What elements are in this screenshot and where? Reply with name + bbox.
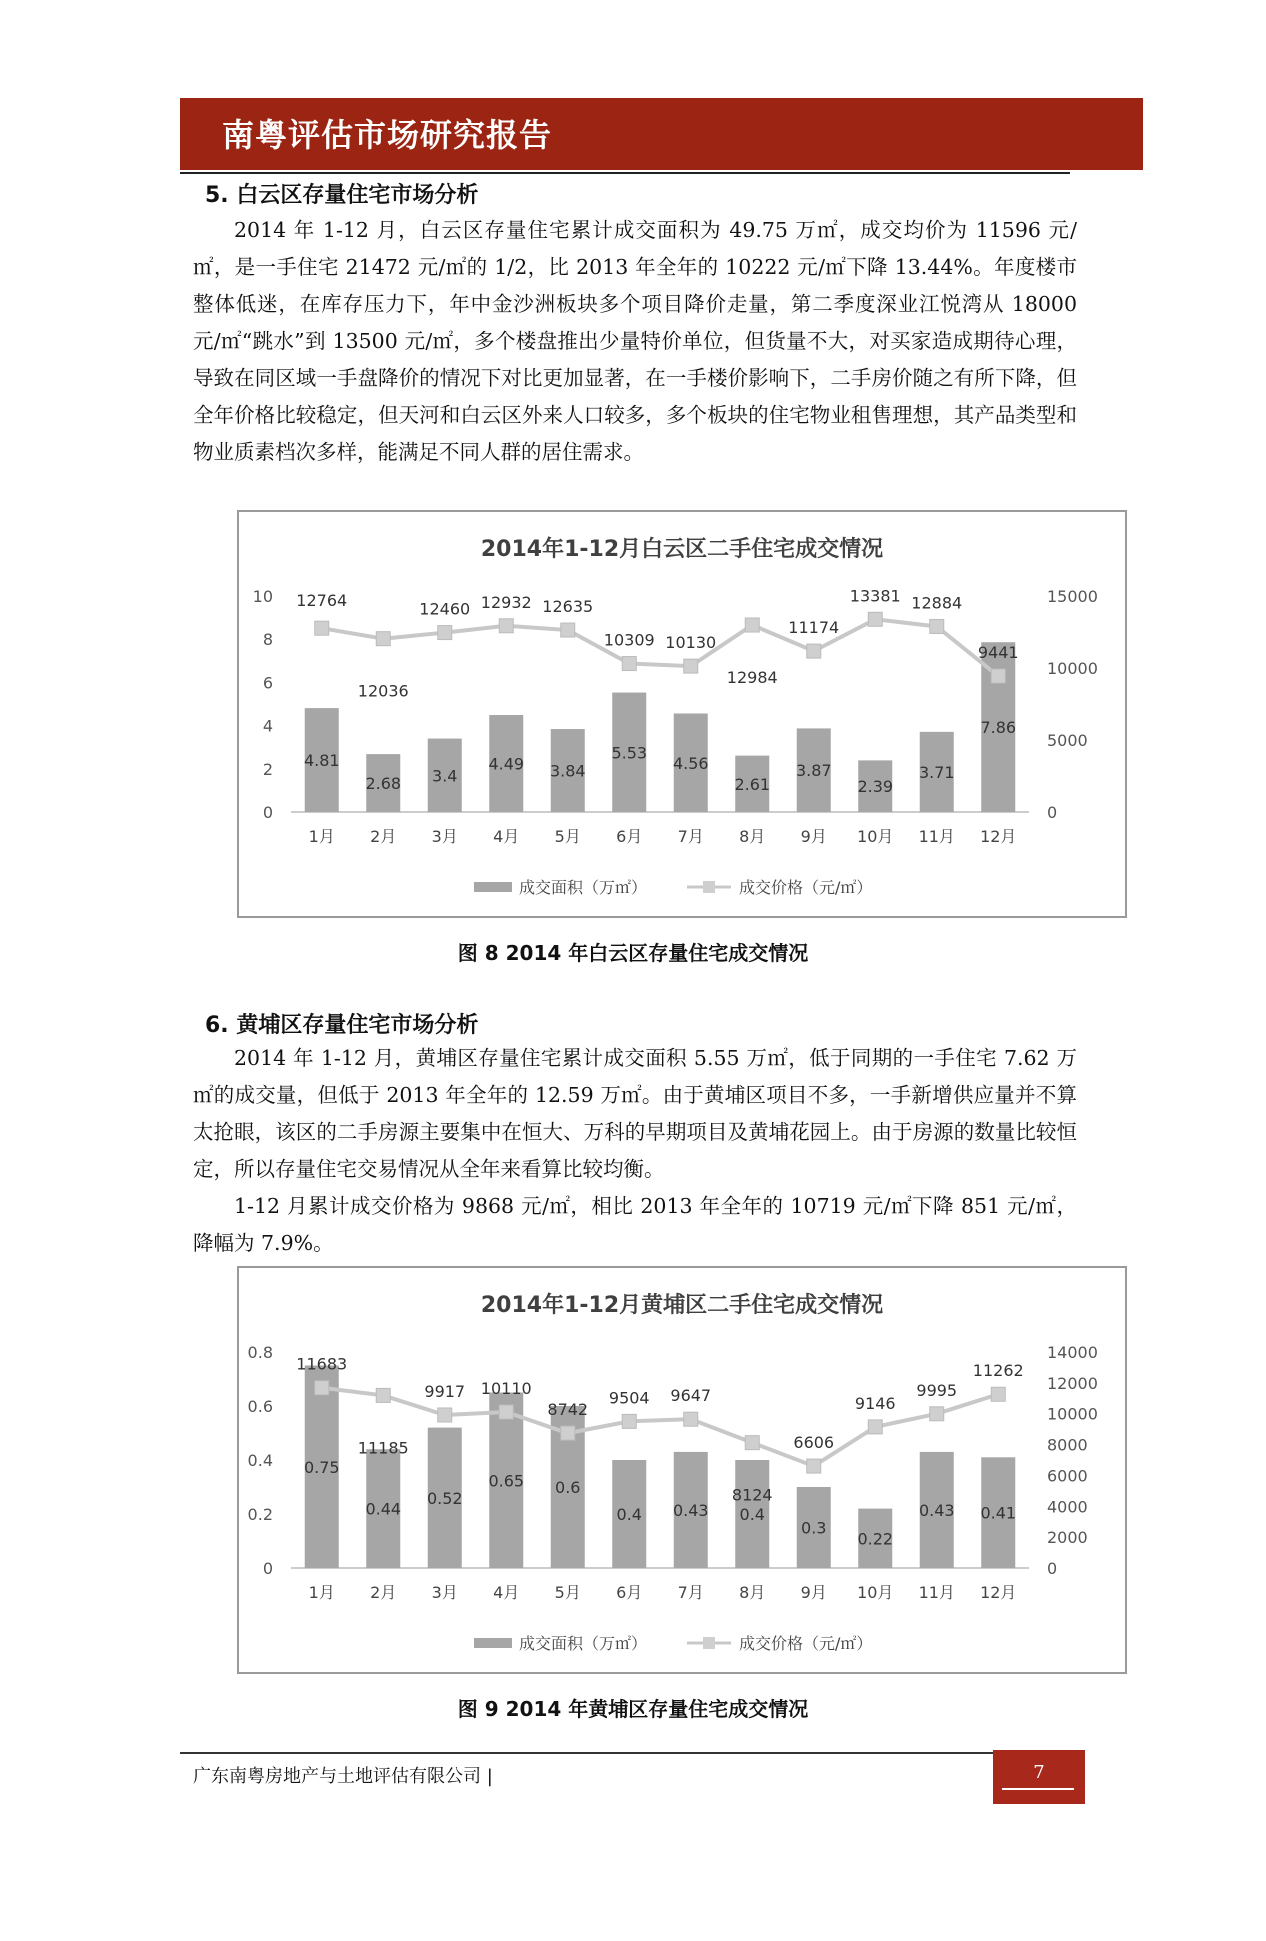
price-value-label: 12036 xyxy=(357,681,409,701)
page-number: 7 xyxy=(1033,1762,1045,1783)
price-marker xyxy=(991,669,1005,683)
y-right-tick-label: 5000 xyxy=(1047,731,1088,750)
y-left-tick-label: 0 xyxy=(262,803,273,822)
section6-heading: 6. 黄埔区存量住宅市场分析 xyxy=(205,1013,479,1038)
chart-title: 2014年1-12月黄埔区二手住宅成交情况 xyxy=(480,1293,884,1318)
section5-paragraph: 2014 年 1-12 月，白云区存量住宅累计成交面积为 49.75 万㎡，成交均价为 11596 元/㎡，是一手住宅 21472 元/㎡的 1/2，比 2013 年全年的 10222 元/㎡下降 13.44%。年度楼市整体低迷，在库存压力下，年中金沙洲板块多个项目降价走量，第二季度深业江悦湾从 18000 元/㎡“跳水”到 13500 元/㎡，多个楼盘推出少量特价单位，但货量不大，对买家造成期待心理，导致在同区域一手盘降价的情况下对比更加显著，在一手楼价影响下，二手房价随之有所下降，但全年价格比较稳定，但天河和白云区外来人口较多，多个板块的住宅物业租售理想，其产品类型和物业质素档次多样，能满足不同人群的居住需求。 xyxy=(193,218,1077,464)
x-tick-label: 3月 xyxy=(431,1583,458,1602)
price-line xyxy=(322,1388,999,1466)
price-value-label: 10130 xyxy=(665,633,717,653)
y-right-tick-label: 8000 xyxy=(1047,1435,1088,1455)
x-tick-label: 12月 xyxy=(980,827,1017,846)
x-tick-label: 2月 xyxy=(370,827,397,846)
bar-value-label: 2.39 xyxy=(857,777,894,797)
x-tick-label: 6月 xyxy=(616,1583,643,1602)
x-tick-label: 9月 xyxy=(800,827,827,846)
section5-body xyxy=(193,212,1077,471)
bar-value-label: 3.87 xyxy=(795,761,832,781)
bar-value-label: 3.84 xyxy=(549,761,586,781)
price-marker xyxy=(438,626,452,640)
section6-paragraph-1: 2014 年 1-12 月，黄埔区存量住宅累计成交面积 5.55 万㎡，低于同期的一手住宅 7.62 万㎡的成交量，但低于 2013 年全年的 12.59 万㎡。由于黄埔区项目不多，一手新增供应量并不算太抢眼，该区的二手房源主要集中在恒大、万科的早期项目及黄埔花园上。由于房源的数量比较恒定，所以存量住宅交易情况从全年来看算比较均衡。 xyxy=(193,1046,1077,1181)
price-value-label: 10110 xyxy=(480,1379,532,1399)
price-marker xyxy=(315,1381,329,1395)
y-right-tick-label: 4000 xyxy=(1047,1497,1088,1517)
price-value-label: 9441 xyxy=(977,643,1019,663)
bar-value-label: 7.86 xyxy=(980,718,1017,738)
legend-bar-label: 成交面积（万㎡） xyxy=(519,878,648,897)
y-right-tick-label: 2000 xyxy=(1047,1528,1088,1548)
y-left-tick-label: 4 xyxy=(262,716,273,736)
bar-value-label: 0.6 xyxy=(555,1478,581,1497)
y-right-tick-label: 10000 xyxy=(1047,659,1098,678)
price-value-label: 12635 xyxy=(542,597,594,617)
price-value-label: 6606 xyxy=(793,1433,835,1453)
price-marker xyxy=(622,1414,636,1428)
y-right-tick-label: 14000 xyxy=(1047,1343,1098,1362)
x-tick-label: 6月 xyxy=(616,827,643,846)
price-value-label: 13381 xyxy=(849,586,901,606)
price-marker xyxy=(745,1436,759,1450)
bar-value-label: 4.49 xyxy=(488,754,525,774)
chart-huangpu xyxy=(237,1266,1127,1674)
x-tick-label: 7月 xyxy=(677,827,704,846)
footer-company: 广东南粤房地产与土地评估有限公司 | xyxy=(193,1766,493,1787)
bar-value-label: 0.75 xyxy=(303,1457,340,1477)
y-right-tick-label: 15000 xyxy=(1047,587,1098,606)
x-tick-label: 4月 xyxy=(493,827,520,846)
y-right-tick-label: 10000 xyxy=(1047,1404,1098,1424)
legend-line-label: 成交价格（元/㎡） xyxy=(739,878,873,897)
y-left-tick-label: 0.4 xyxy=(247,1451,273,1470)
x-tick-label: 12月 xyxy=(980,1583,1017,1602)
chart-huangpu-svg xyxy=(239,1268,1125,1672)
price-marker xyxy=(930,1407,944,1421)
y-left-tick-label: 0 xyxy=(262,1559,273,1578)
price-marker xyxy=(315,621,329,635)
bar-value-label: 5.53 xyxy=(611,743,648,763)
price-value-label: 9917 xyxy=(424,1381,466,1401)
x-tick-label: 11月 xyxy=(918,1583,955,1602)
price-value-label: 9995 xyxy=(916,1380,958,1400)
y-left-tick-label: 0.2 xyxy=(247,1505,273,1524)
page-number-underline xyxy=(1002,1788,1074,1790)
bar-value-label: 0.43 xyxy=(918,1500,955,1520)
price-marker xyxy=(930,619,944,633)
legend-bar-swatch xyxy=(474,1638,512,1648)
price-marker xyxy=(561,623,575,637)
x-tick-label: 5月 xyxy=(554,827,581,846)
section6-body xyxy=(193,1040,1077,1262)
price-value-label: 11683 xyxy=(296,1354,348,1374)
price-value-label: 9647 xyxy=(670,1386,712,1406)
price-marker xyxy=(684,1412,698,1426)
section6-paragraph-2: 1-12 月累计成交价格为 9868 元/㎡，相比 2013 年全年的 10719 元/㎡下降 851 元/㎡，降幅为 7.9%。 xyxy=(193,1194,1077,1255)
x-tick-label: 2月 xyxy=(370,1583,397,1602)
price-line xyxy=(322,619,999,676)
y-left-tick-label: 2 xyxy=(262,759,273,779)
x-tick-label: 5月 xyxy=(554,1583,581,1602)
price-marker xyxy=(376,1388,390,1402)
price-marker xyxy=(561,1426,575,1440)
price-marker xyxy=(807,1459,821,1473)
price-value-label: 12984 xyxy=(726,668,778,688)
price-value-label: 8742 xyxy=(547,1400,589,1420)
y-left-tick-label: 8 xyxy=(262,630,273,650)
x-tick-label: 1月 xyxy=(308,827,335,846)
price-marker xyxy=(499,619,513,633)
footer-rule xyxy=(180,1752,1085,1754)
x-tick-label: 8月 xyxy=(739,1583,766,1602)
bar-value-label: 0.65 xyxy=(488,1471,525,1491)
bar-value-label: 0.22 xyxy=(857,1529,894,1549)
bar-value-label: 4.81 xyxy=(303,751,340,771)
price-value-label: 10309 xyxy=(603,630,655,650)
bar-value-label: 3.4 xyxy=(432,766,458,786)
y-right-tick-label: 0 xyxy=(1047,1559,1058,1578)
price-value-label: 12764 xyxy=(296,591,348,611)
price-marker xyxy=(438,1408,452,1422)
x-tick-label: 8月 xyxy=(739,827,766,846)
price-marker xyxy=(745,618,759,632)
x-tick-label: 1月 xyxy=(308,1583,335,1602)
bar-value-label: 0.4 xyxy=(616,1505,642,1524)
x-tick-label: 10月 xyxy=(857,1583,894,1602)
x-tick-label: 7月 xyxy=(677,1583,704,1602)
price-value-label: 11185 xyxy=(357,1438,409,1458)
chart-title: 2014年1-12月白云区二手住宅成交情况 xyxy=(480,537,884,562)
bar-value-label: 3.71 xyxy=(918,762,955,782)
price-value-label: 11262 xyxy=(972,1361,1024,1381)
y-right-tick-label: 12000 xyxy=(1047,1373,1098,1393)
price-marker xyxy=(376,632,390,646)
x-tick-label: 3月 xyxy=(431,827,458,846)
price-marker xyxy=(684,659,698,673)
legend-line-marker xyxy=(703,881,715,893)
page-header-title: 南粤评估市场研究报告 xyxy=(222,116,553,154)
x-tick-label: 10月 xyxy=(857,827,894,846)
bar-value-label: 0.43 xyxy=(672,1500,709,1520)
x-tick-label: 4月 xyxy=(493,1583,520,1602)
chart-baiyun xyxy=(237,510,1127,918)
price-value-label: 9146 xyxy=(854,1393,896,1413)
legend-line-label: 成交价格（元/㎡） xyxy=(739,1634,873,1653)
legend-bar-label: 成交面积（万㎡） xyxy=(519,1634,648,1653)
price-marker xyxy=(807,644,821,658)
y-left-tick-label: 0.6 xyxy=(247,1397,273,1416)
x-tick-label: 9月 xyxy=(800,1583,827,1602)
price-marker xyxy=(499,1405,513,1419)
bar-value-label: 2.68 xyxy=(365,774,402,794)
price-value-label: 11174 xyxy=(788,618,840,638)
price-value-label: 12932 xyxy=(480,592,532,612)
figure8-caption: 图 8 2014 年白云区存量住宅成交情况 xyxy=(457,941,809,965)
legend-line-marker xyxy=(703,1637,715,1649)
figure9-caption: 图 9 2014 年黄埔区存量住宅成交情况 xyxy=(457,1697,809,1721)
price-marker xyxy=(991,1387,1005,1401)
y-left-tick-label: 0.8 xyxy=(247,1343,273,1362)
bar-value-label: 0.4 xyxy=(739,1505,765,1524)
chart-baiyun-svg xyxy=(239,512,1125,916)
bar-value-label: 4.56 xyxy=(672,753,709,773)
y-left-tick-label: 10 xyxy=(252,587,273,606)
price-value-label: 12884 xyxy=(911,593,963,613)
legend-bar-swatch xyxy=(474,882,512,892)
bar-value-label: 0.44 xyxy=(365,1499,402,1519)
price-marker xyxy=(622,657,636,671)
section5-heading: 5. 白云区存量住宅市场分析 xyxy=(205,183,479,208)
price-marker xyxy=(868,1420,882,1434)
bar-value-label: 2.61 xyxy=(734,774,771,794)
bar-value-label: 0.3 xyxy=(801,1518,827,1538)
y-right-tick-label: 6000 xyxy=(1047,1466,1088,1486)
x-tick-label: 11月 xyxy=(918,827,955,846)
y-left-tick-label: 6 xyxy=(262,673,273,693)
bar-value-label: 0.52 xyxy=(426,1488,463,1508)
y-right-tick-label: 0 xyxy=(1047,803,1058,822)
price-marker xyxy=(868,612,882,626)
price-value-label: 12460 xyxy=(419,599,471,619)
price-value-label: 9504 xyxy=(608,1388,650,1408)
header-rule xyxy=(180,172,1070,174)
price-value-label: 8124 xyxy=(731,1485,773,1505)
bar-value-label: 0.41 xyxy=(980,1503,1017,1523)
